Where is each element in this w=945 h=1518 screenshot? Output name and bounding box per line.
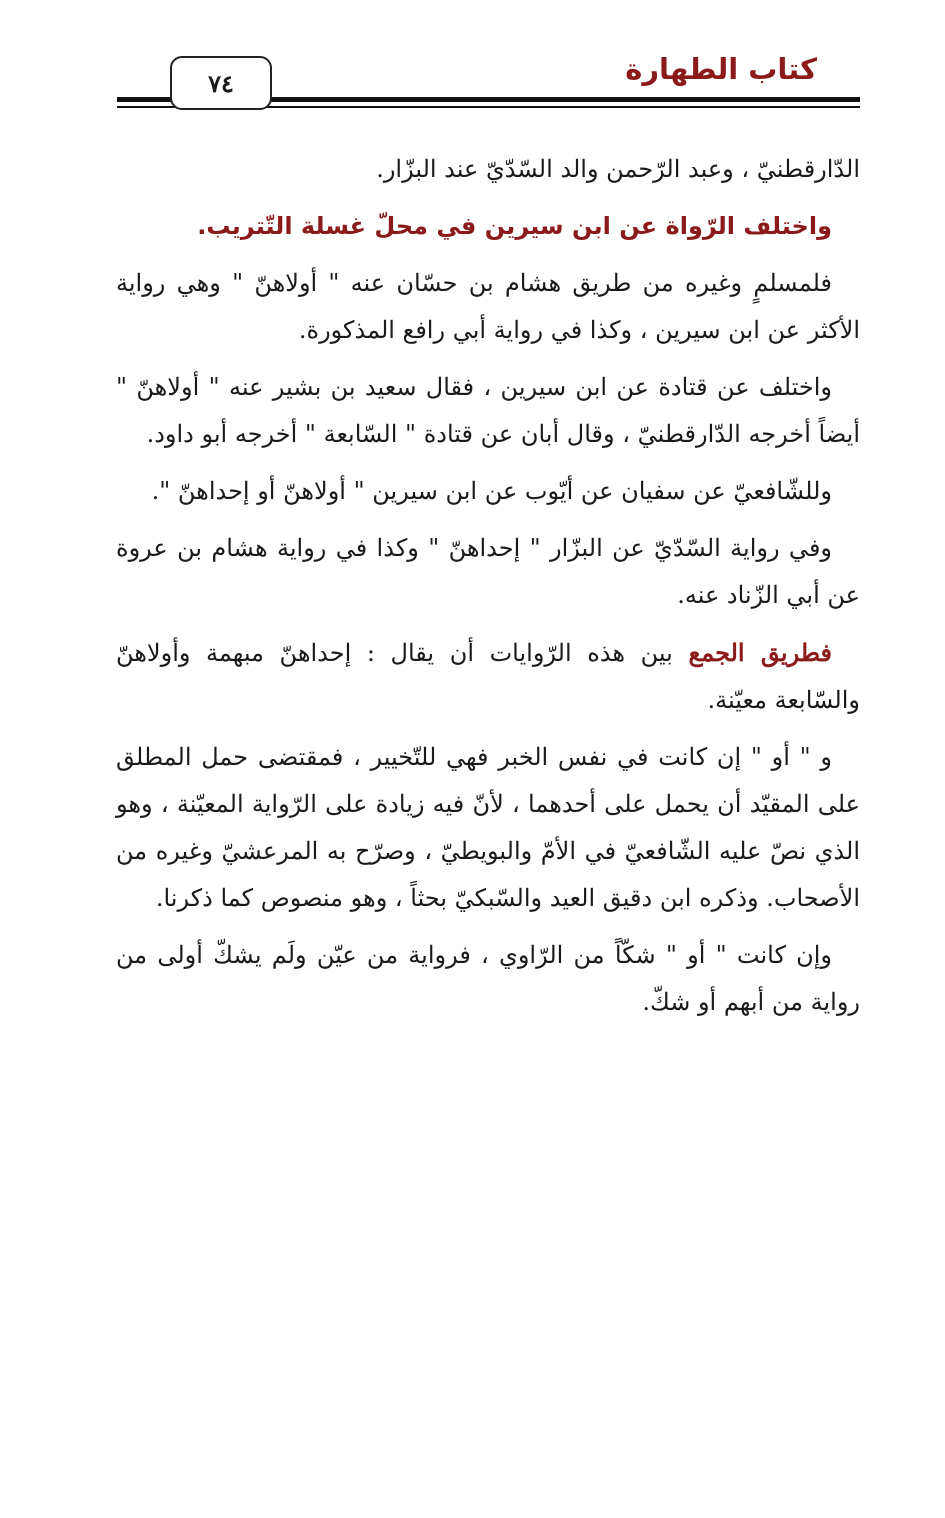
paragraph-8: وإن كانت " أو " شكّاً من الرّاوي ، فرواية من عيّن ولَم يشكّ أولى من رواية من أبهم أو شكّ. <box>116 941 860 1016</box>
paragraph-2: فلمسلمٍ وغيره من طريق هشام بن حسّان عنه " أولاهنّ " وهي رواية الأكثر عن ابن سيرين ، وكذا في رواية أبي رافع المذكورة. <box>116 269 860 344</box>
paragraph-6-lead: فطريق الجمع <box>688 638 832 667</box>
paragraph-7: و " أو " إن كانت في نفس الخبر فهي للتّخيير ، فمقتضى حمل المطلق على المقيّد أن يحمل على أحدهما ، لأنّ فيه زيادة على الرّواية المعيّنة ، وهو الذي نصّ عليه الشّافعيّ في الأمّ والبويطيّ ، وصرّح به المرعشيّ وغيره من الأصحاب. وذكره ابن دقيق العيد والسّبكيّ بحثاً ، وهو منصوص كما ذكرنا. <box>116 743 860 912</box>
page-header <box>0 0 945 120</box>
section-heading: واختلف الرّواة عن ابن سيرين في محلّ غسلة التّتريب. <box>197 212 832 240</box>
paragraph-4: وللشّافعيّ عن سفيان عن أيّوب عن ابن سيرين " أولاهنّ أو إحداهنّ ". <box>151 477 832 505</box>
paragraph-1: الدّارقطنيّ ، وعبد الرّحمن والد السّدّيّ عند البزّار. <box>376 155 860 183</box>
paragraph-6 <box>116 629 860 724</box>
page-number: ٧٤ <box>170 56 272 110</box>
book-title: كتاب الطهارة <box>625 52 817 86</box>
paragraph-3: واختلف عن قتادة عن ابن سيرين ، فقال سعيد بن بشير عنه " أولاهنّ " أيضاً أخرجه الدّارقطنيّ ، وقال أبان عن قتادة " السّابعة " أخرجه أبو داود. <box>116 373 860 448</box>
page-body <box>116 146 860 1036</box>
paragraph-6-rest: بين هذه الرّوايات أن يقال : إحداهنّ مبهمة وأولاهنّ والسّابعة معيّنة. <box>116 639 860 714</box>
paragraph-5: وفي رواية السّدّيّ عن البزّار " إحداهنّ " وكذا في رواية هشام بن عروة عن أبي الزّناد عنه. <box>116 534 860 609</box>
